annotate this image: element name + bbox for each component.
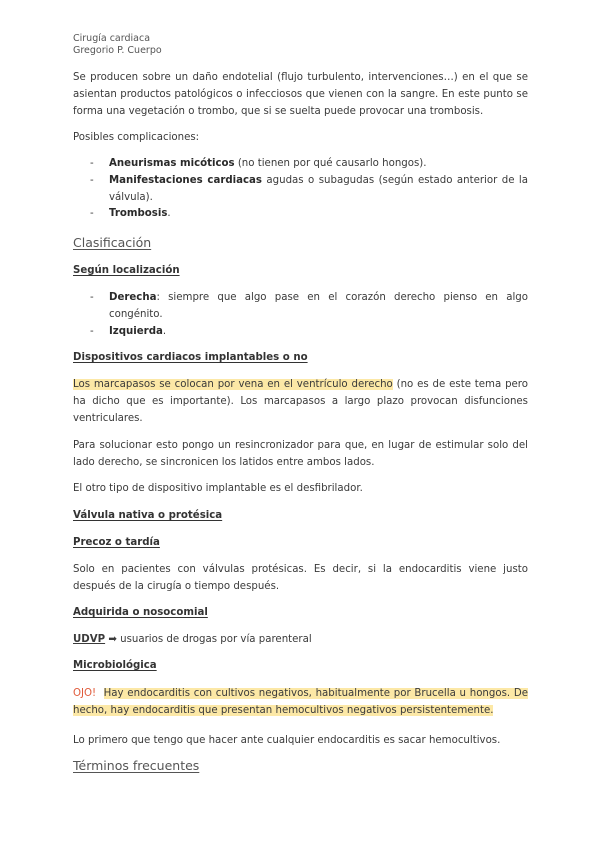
list-item: - Manifestaciones cardiacas agudas o subagudas (según estado anterior de la válvula).: [73, 173, 528, 207]
valvula-heading: Válvula nativa o protésica: [73, 510, 223, 521]
ojo-label: OJO!: [73, 688, 97, 699]
udvp-abbr: UDVP: [73, 634, 106, 645]
desfibrilador-paragraph: El otro tipo de dispositivo implantable es el desfibrilador.: [73, 483, 363, 494]
header-author: Gregorio P. Cuerpo: [73, 45, 162, 56]
ojo-paragraph: [73, 686, 528, 720]
udvp-line: UDVP ➡ usuarios de drogas por vía parenteral: [73, 634, 312, 645]
complicaciones-title: Posibles complicaciones:: [73, 132, 200, 143]
localizacion-heading: Según localización: [73, 265, 180, 276]
highlighted-text: Los marcapasos se colocan por vena en el ventrículo derecho: [73, 379, 393, 390]
intro-paragraph: Se producen sobre un daño endotelial (flujo turbulento, intervenciones…) en el que se asientan productos patológicos o infecciosos que vienen con la sangre. En este punto se forma una vegetación o trombo, que si se suelta puede provocar una trombosis.: [73, 72, 528, 117]
precoz-heading: Precoz o tardía: [73, 537, 160, 548]
list-item: - Aneurismas micóticos (no tienen por qué causarlo hongos).: [73, 156, 528, 173]
list-item: - Izquierda.: [73, 324, 528, 341]
terminos-heading: Términos frecuentes: [73, 758, 200, 773]
clasificacion-heading: Clasificación: [73, 235, 152, 250]
adquirida-heading: Adquirida o nosocomial: [73, 607, 208, 618]
resincronizador-paragraph: Para solucionar esto pongo un resincronizador para que, en lugar de estimular solo del lado derecho, se sincronicen los latidos entre ambos lados.: [73, 440, 528, 468]
marcapasos-paragraph: Los marcapasos se colocan por vena en el ventrículo derecho (no es de este tema pero ha dicho que es importante). Los marcapasos a largo plazo provocan disfunciones ventriculares.: [73, 379, 529, 424]
page-header: [73, 33, 162, 57]
highlighted-text: Hay endocarditis con cultivos negativos, habitualmente por Brucella u hongos. De hecho, hay endocarditis que presentan hemocultivos negativos persistentemente.: [73, 688, 528, 716]
complicaciones-list: [73, 156, 528, 223]
list-item: - Derecha: siempre que algo pase en el corazón derecho pienso en algo congénito.: [73, 290, 528, 324]
hemocultivos-paragraph: Lo primero que tengo que hacer ante cualquier endocarditis es sacar hemocultivos.: [73, 735, 501, 746]
arrow-icon: ➡: [108, 634, 117, 645]
header-course: Cirugía cardiaca: [73, 33, 151, 44]
microbiologica-heading: Microbiológica: [73, 660, 157, 671]
precoz-paragraph: Solo en pacientes con válvulas protésicas. Es decir, si la endocarditis viene justo después de la cirugía o tiempo después.: [73, 564, 528, 592]
dispositivos-heading: Dispositivos cardiacos implantables o no: [73, 352, 308, 363]
localizacion-list: [73, 290, 528, 340]
list-item: - Trombosis.: [73, 206, 528, 223]
